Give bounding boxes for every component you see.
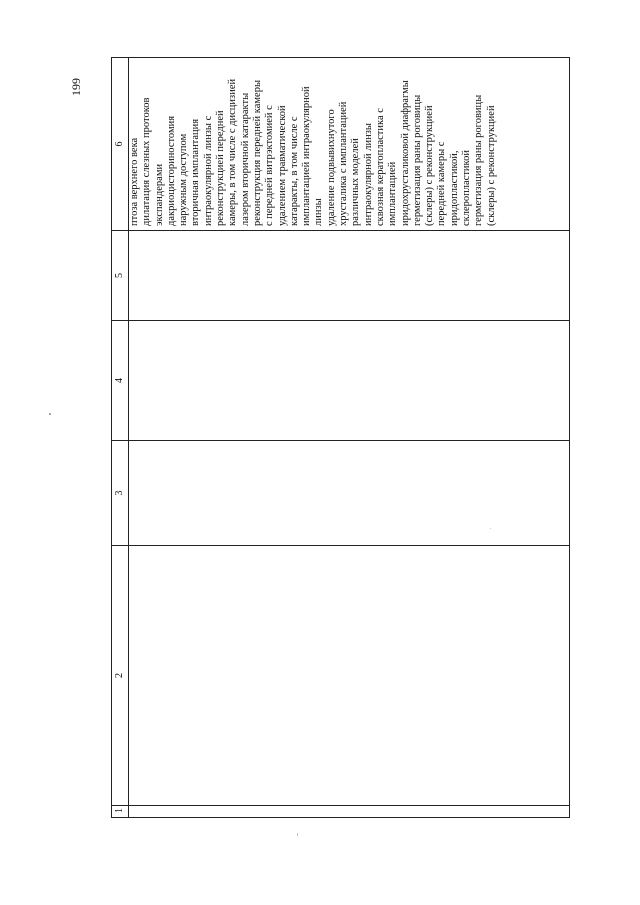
column-header-5: 5 <box>112 231 129 321</box>
cell-col-6 <box>129 58 570 231</box>
procedure-line: различных моделей <box>350 138 362 226</box>
cell-col-2 <box>129 546 570 806</box>
cell-col-4 <box>129 321 570 441</box>
procedure-line: дилатация слезных протоков <box>141 97 153 226</box>
column-header-4: 4 <box>112 321 129 441</box>
procedure-line: сквозная кератопластика с <box>374 108 386 226</box>
cell-col-1 <box>129 806 570 818</box>
column-header-6: 6 <box>112 58 129 231</box>
procedure-line: склеропластикой <box>461 150 473 226</box>
procedure-line: передней камеры с <box>436 141 448 226</box>
procedure-line: катаракты, в том числе с <box>288 116 300 226</box>
procedure-line: интраокулярной линзы <box>362 123 374 226</box>
table-body-row <box>129 58 570 818</box>
column-header-3: 3 <box>112 441 129 546</box>
column-header-1: 1 <box>112 806 129 818</box>
procedure-line: герметизация раны роговицы <box>473 94 485 226</box>
procedure-line: удаление подвывихнутого <box>325 109 337 226</box>
scan-speck <box>49 413 51 415</box>
procedure-line: хрусталика с имплантацией <box>338 101 350 226</box>
procedure-line: дакриоцисториностомия <box>165 115 177 226</box>
scan-speck <box>297 833 298 836</box>
procedure-line: с передней витрэктомией с <box>264 105 276 226</box>
procedure-line: лазером вторичной катаракты <box>239 92 251 226</box>
procedure-line: (склеры) с реконструкцией <box>485 105 497 226</box>
procedure-line: экспандерами <box>153 163 165 226</box>
cell-col-5 <box>129 231 570 321</box>
procedure-line: (склеры) с реконструкцией <box>424 105 436 226</box>
rotated-table-block <box>69 58 571 818</box>
procedure-line: иридопластикой, <box>448 150 460 226</box>
procedure-line: удалением травматической <box>276 105 288 226</box>
page-number: 199 <box>69 78 83 96</box>
procedure-line: имплантацией <box>387 161 399 226</box>
procedure-line: наружным доступом <box>178 133 190 226</box>
procedure-line: птоза верхнего века <box>129 137 140 226</box>
procedure-line: интраокулярной линзы с <box>202 115 214 226</box>
scan-speck <box>490 528 491 529</box>
procedure-line: линзы <box>313 198 325 226</box>
procedure-line: вторичная имплантация <box>190 118 202 226</box>
procedure-line: реконструкцией передней <box>215 110 227 226</box>
cell-col-3 <box>129 441 570 546</box>
procedure-line: камеры, в том числе с дисцизией <box>227 78 239 226</box>
procedure-line: иридохрусталиковой диафрагмы <box>399 80 411 226</box>
table-header-row <box>112 58 129 818</box>
services-table <box>111 57 570 818</box>
procedure-line: герметизация раны роговицы <box>411 94 423 226</box>
procedure-line: имплантацией интраокулярной <box>301 86 313 226</box>
column-header-2: 2 <box>112 546 129 806</box>
procedure-line: реконструкция передней камеры <box>251 79 263 226</box>
